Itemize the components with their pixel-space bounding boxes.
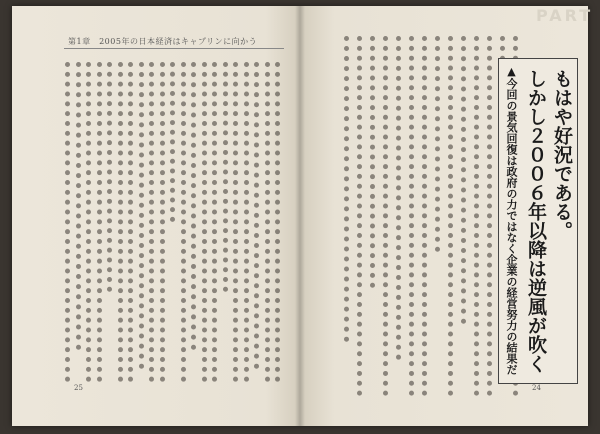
text-column bbox=[65, 62, 76, 382]
text-column bbox=[191, 62, 202, 350]
text-column bbox=[128, 62, 139, 382]
headline-line-1: もはや好況である。 bbox=[551, 69, 573, 240]
header-rule bbox=[64, 48, 284, 49]
text-column bbox=[422, 36, 433, 396]
text-column bbox=[370, 36, 381, 288]
headline-subline: ▲今回の景気回復は政府の力ではなく企業の経営努力の結果だ bbox=[505, 65, 518, 375]
text-column bbox=[233, 62, 244, 382]
text-column bbox=[265, 62, 276, 382]
text-column bbox=[139, 62, 150, 369]
text-column bbox=[448, 36, 459, 396]
text-column bbox=[160, 62, 171, 382]
text-column bbox=[357, 36, 368, 396]
book-gutter bbox=[295, 6, 305, 426]
text-column bbox=[344, 36, 355, 342]
page-number-right: 24 bbox=[532, 384, 541, 392]
text-column bbox=[396, 36, 407, 360]
text-column bbox=[97, 62, 108, 382]
text-column bbox=[461, 36, 472, 324]
page-number-left: 25 bbox=[74, 384, 83, 392]
text-column bbox=[275, 62, 286, 382]
running-head: 第1章 2005年の日本経済はキャプリンに向かう bbox=[68, 37, 258, 46]
text-column bbox=[212, 62, 223, 382]
text-column bbox=[487, 36, 498, 396]
text-column bbox=[254, 62, 265, 369]
part-mark: PART bbox=[536, 6, 594, 25]
text-column bbox=[118, 62, 129, 382]
book-spread bbox=[12, 6, 594, 426]
text-column bbox=[86, 62, 97, 382]
text-column bbox=[474, 36, 485, 396]
text-column bbox=[435, 36, 446, 252]
text-column bbox=[202, 62, 213, 382]
left-page bbox=[12, 6, 300, 426]
text-column bbox=[223, 62, 234, 292]
text-column bbox=[149, 62, 160, 382]
text-column bbox=[107, 62, 118, 292]
headline-line-2: しかし２００６年以降は逆風が吹く bbox=[525, 69, 547, 373]
headline-box bbox=[498, 58, 578, 384]
text-column bbox=[76, 62, 87, 350]
text-column bbox=[383, 36, 394, 396]
text-column bbox=[181, 62, 192, 382]
body-text-right bbox=[314, 36, 524, 396]
text-column bbox=[244, 62, 255, 382]
text-column bbox=[409, 36, 420, 396]
right-page bbox=[300, 6, 594, 426]
body-text-left bbox=[64, 62, 286, 382]
text-column bbox=[170, 62, 181, 222]
